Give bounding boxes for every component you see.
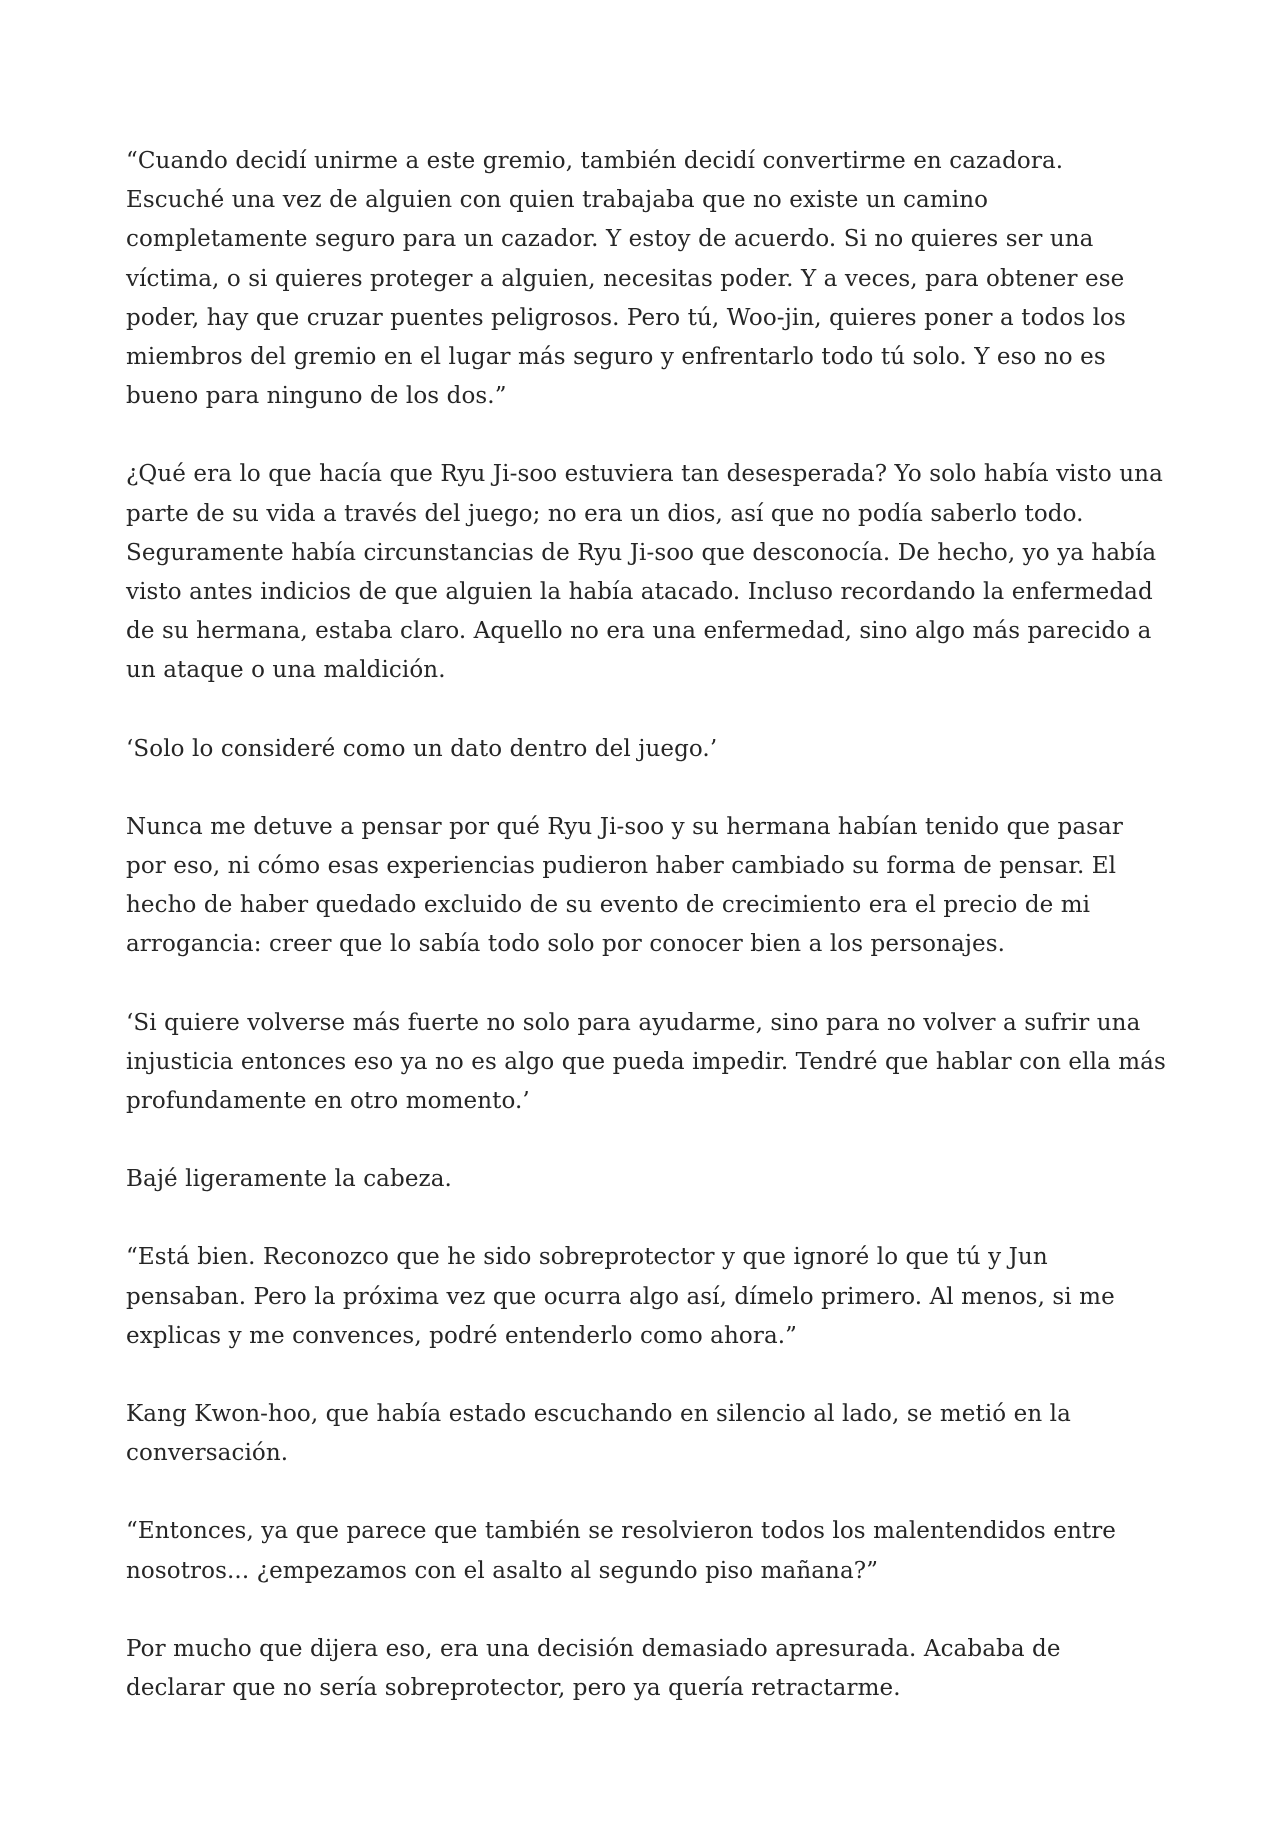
paragraph-5: ‘Si quiere volverse más fuerte no solo para ayudarme, sino para no volver a sufrir una injusticia entonces eso ya no es algo que pueda impedir. Tendré que hablar con ella más profundamente en otro momento.’ <box>126 1009 1166 1115</box>
paragraph-8: Kang Kwon-hoo, que había estado escuchando en silencio al lado, se metió en la conversación. <box>126 1401 1071 1467</box>
paragraph-3: ‘Solo lo consideré como un dato dentro del juego.’ <box>126 735 718 762</box>
paragraph-10: Por mucho que dijera eso, era una decisión demasiado apresurada. Acababa de declarar que no sería sobreprotector, pero ya quería retractarme. <box>126 1635 1061 1702</box>
paragraph-4: Nunca me detuve a pensar por qué Ryu Ji-soo y su hermana habían tenido que pasar por eso, ni cómo esas experiencias pudieron haber cambiado su forma de pensar. El hecho de haber quedado excluido de su evento de crecimiento era el precio de mi arrogancia: creer que lo sabía todo solo por conocer bien a los personajes. <box>126 813 1123 958</box>
paragraph-1: “Cuando decidí unirme a este gremio, también decidí convertirme en cazadora. Escuché una vez de alguien con quien trabajaba que no existe un camino completamente seguro para un cazador. Y estoy de acuerdo. Si no quieres ser una víctima, o si quieres proteger a alguien, necesitas poder. Y a veces, para obtener ese poder, hay que cruzar puentes peligrosos. Pero tú, Woo-jin, quieres poner a todos los miembros del gremio en el lugar más seguro y enfrentarlo todo tú solo. Y eso no es bueno para ninguno de los dos.” <box>126 148 1126 410</box>
document-body <box>126 142 1166 1747</box>
paragraph-7: “Está bien. Reconozco que he sido sobreprotector y que ignoré lo que tú y Jun pensaban. Pero la próxima vez que ocurra algo así, dímelo primero. Al menos, si me explicas y me convences, podré entenderlo como ahora.” <box>126 1244 1115 1349</box>
paragraph-6: Bajé ligeramente la cabeza. <box>126 1166 452 1193</box>
paragraph-9: “Entonces, ya que parece que también se resolvieron todos los malentendidos entre nosotros... ¿empezamos con el asalto al segundo piso mañana?” <box>126 1518 1117 1584</box>
paragraph-2: ¿Qué era lo que hacía que Ryu Ji-soo estuviera tan desesperada? Yo solo había visto una parte de su vida a través del juego; no era un dios, así que no podía saberlo todo. Seguramente había circunstancias de Ryu Ji-soo que desconocía. De hecho, yo ya había visto antes indicios de que alguien la había atacado. Incluso recordando la enfermedad de su hermana, estaba claro. Aquello no era una enfermedad, sino algo más parecido a un ataque o una maldición. <box>126 461 1163 684</box>
